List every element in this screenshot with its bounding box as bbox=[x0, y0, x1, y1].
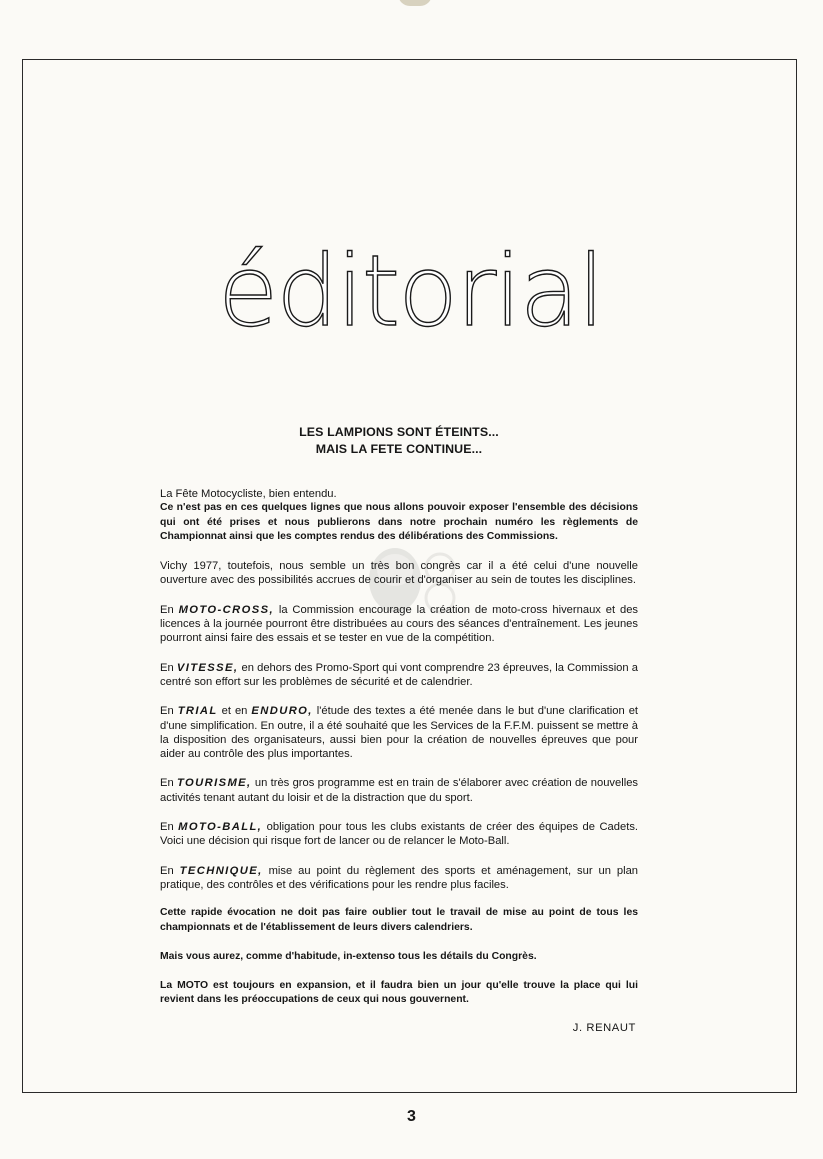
headline-line-2: MAIS LA FETE CONTINUE... bbox=[315, 442, 483, 456]
headline bbox=[160, 424, 638, 458]
et-en-words: et en bbox=[221, 705, 248, 718]
vitesse-text: en dehors des Promo-Sport qui vont comprendre 23 épreuves, la Commission a centré son effort sur les problèmes de sécurité et de calendrier. bbox=[160, 661, 638, 688]
motoball-text: obligation pour tous les clubs existants de créer des équipes de Cadets. Voici une décision qui risque fort de lancer ou de relancer le Moto-Ball. bbox=[160, 821, 639, 848]
trial-enduro-text: l'étude des textes a été menée dans le but d'une clarification et d'une simplification. En outre, il a été souhaité que les Services de la F.F.M. puissent se mettre à la disposition des organisateurs, aussi bien pour la création de nouvelles épreuves que pour aider au contrôle des plus importantes. bbox=[160, 705, 639, 761]
moto-paragraph: La MOTO est toujours en expansion, et il faudra bien un jour qu'elle trouve la place qui lui revient dans les préoccupations de ceux qui nous gouvernent. bbox=[160, 980, 638, 1006]
technique-paragraph bbox=[160, 864, 638, 893]
author-signature: J. RENAUT bbox=[572, 1022, 636, 1034]
intro-paragraph: Ce n'est pas en ces quelques lignes que nous allons pouvoir exposer l'ensemble des décisions qui ont été prises et nous publierons dans notre prochain numéro les règlements de Championnat ainsi que les comptes rendus des délibérations des Commissions. bbox=[160, 502, 638, 542]
vitesse-paragraph bbox=[160, 661, 638, 690]
motoball-paragraph bbox=[160, 820, 638, 849]
en-word: En bbox=[160, 661, 174, 674]
tourisme-keyword: TOURISME, bbox=[177, 777, 252, 790]
headline-line-1: LES LAMPIONS SONT ÉTEINTS... bbox=[299, 425, 499, 439]
enduro-keyword: ENDURO, bbox=[251, 705, 313, 718]
en-word: En bbox=[160, 603, 174, 616]
evocation-paragraph: Cette rapide évocation ne doit pas faire oublier tout le travail de mise au point de tous les championnats et de l'établissement de leurs divers calendriers. bbox=[160, 907, 638, 933]
en-word: En bbox=[160, 864, 174, 877]
trial-enduro-paragraph bbox=[160, 704, 638, 761]
tourisme-paragraph bbox=[160, 776, 638, 805]
en-word: En bbox=[160, 777, 174, 790]
tourisme-text: un très gros programme est en train de s'élaborer avec création de nouvelles activités tenant autant du loisir et de la distraction que du sport. bbox=[160, 777, 639, 804]
motocross-paragraph bbox=[160, 603, 638, 646]
page-number: 3 bbox=[407, 1108, 416, 1125]
intro-line: La Fête Motocycliste, bien entendu. bbox=[160, 488, 337, 500]
vichy-paragraph: Vichy 1977, toutefois, nous semble un très bon congrès car il a été celui d'une nouvelle ouverture avec des possibilités accrues de courir et d'organiser au sein de toutes les disciplines. bbox=[160, 560, 638, 587]
technique-text: mise au point du règlement des sports et aménagement, sur un plan pratique, des contrôles et des vérifications pour les rendre plus faciles. bbox=[160, 864, 639, 891]
page-top-tab bbox=[398, 0, 432, 6]
masthead-title: éditorial bbox=[218, 235, 603, 349]
en-word: En bbox=[160, 705, 174, 718]
trial-keyword: TRIAL bbox=[177, 705, 218, 718]
motoball-keyword: MOTO-BALL, bbox=[178, 821, 263, 834]
motocross-text: la Commission encourage la création de moto-cross hivernaux et des licences à la journée pourront être distribuées au cours des séances d'entraînement. Les jeunes pourront ainsi faire des essais et se tester en vue de la compétition. bbox=[160, 603, 639, 645]
motocross-keyword: MOTO-CROSS, bbox=[178, 603, 274, 616]
article-body bbox=[160, 487, 638, 1023]
technique-keyword: TECHNIQUE, bbox=[179, 864, 263, 877]
congres-paragraph: Mais vous aurez, comme d'habitude, in-extenso tous les détails du Congrès. bbox=[160, 950, 537, 962]
vitesse-keyword: VITESSE, bbox=[176, 661, 239, 674]
en-word: En bbox=[160, 821, 174, 834]
